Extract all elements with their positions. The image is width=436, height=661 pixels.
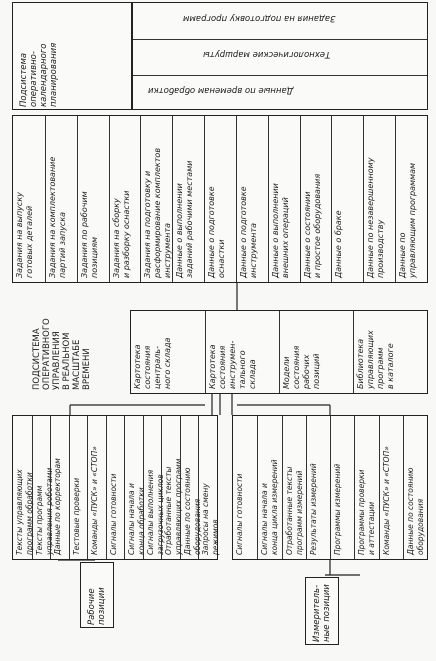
work-bus-label: Данные по состоянию оборудования — [182, 467, 202, 555]
core-db-label: Библиотека управляющих программ в каталоге — [356, 330, 395, 389]
upper-bus-cell — [236, 116, 269, 282]
upper-bus-label: Данные о состоянии и простое оборудования — [302, 173, 322, 278]
flow-row — [133, 39, 427, 76]
work-bus-label: Сигналы начала и конца обработки — [127, 483, 147, 555]
meas-bus-label: Данные по состоянию оборудования — [405, 467, 425, 555]
upper-bus-label: Данные о браке — [334, 210, 344, 278]
work-bus-label: Данные по корректорам — [53, 458, 63, 555]
upper-subsystem-box — [12, 2, 132, 110]
upper-bus-cell — [109, 116, 142, 282]
core-db-cell — [353, 311, 428, 393]
core-subsystem-title: ПОДСИСТЕМА ОПЕРАТИВНОГО УПРАВЛЕНИЯ В РЕАЛЬНОМ МАСШТАБЕ ВРЕМЕНИ — [32, 318, 92, 390]
work-bus-cell — [13, 416, 32, 559]
work-bus-cell — [180, 416, 200, 559]
meas-bus-label: Результаты измерений — [308, 463, 318, 555]
upper-bus-label: Задания на подготовку и расформирование комплектов инструмента — [143, 147, 173, 278]
upper-bus-cell — [395, 116, 428, 282]
meas-bus-cell — [403, 416, 428, 559]
flow-label: Технологические маршруты — [203, 49, 331, 59]
flow-row — [133, 75, 427, 111]
flow-label: Данные по временам обработки — [148, 85, 294, 95]
work-stations-label: Рабочие позиции — [87, 587, 107, 625]
upper-data-bus — [12, 115, 428, 283]
upper-bus-label: Данные о подготовке инструмента — [238, 186, 258, 278]
core-database-box — [130, 310, 428, 394]
upper-bus-label: Задания по рабочим позициям — [79, 191, 99, 278]
work-bus-label: Команды «ПУСК» и «СТОП» — [90, 446, 100, 555]
flow-row — [133, 3, 427, 40]
upper-bus-cell — [13, 116, 45, 282]
core-db-cell — [279, 311, 354, 393]
work-bus-label: Сигналы выполнения загрузочных циклов — [145, 469, 165, 555]
core-db-cell — [205, 311, 280, 393]
core-subsystem-box — [12, 310, 130, 394]
measurement-stations-box — [305, 577, 339, 645]
meas-bus-label: Команды «ПУСК» и «СТОП» — [381, 446, 391, 555]
work-bus-cell — [161, 416, 184, 559]
upper-bus-label: Задания на комплектование партий запуска — [47, 156, 67, 278]
upper-bus-label: Задания на выпуску готовых деталей — [15, 192, 34, 278]
upper-bus-cell — [300, 116, 333, 282]
meas-bus-label: Программы измерений — [333, 463, 342, 555]
meas-bus-cell — [257, 416, 282, 559]
upper-bus-label: Данные по управляющим программам — [398, 162, 418, 278]
measurement-station-bus — [232, 415, 428, 560]
upper-bus-cell — [77, 116, 110, 282]
work-stations-box — [80, 562, 114, 628]
upper-bus-label: Данные о подготовке оснастки — [207, 186, 227, 278]
upper-bus-label: Данные о выполнении заданий рабочими местами — [175, 160, 195, 278]
upper-bus-cell — [204, 116, 237, 282]
work-bus-cell — [32, 416, 52, 559]
meas-bus-label: Сигналы начала и конца цикла измерений — [260, 459, 280, 555]
upper-bus-cell — [45, 116, 78, 282]
work-bus-cell — [69, 416, 89, 559]
meas-bus-cell — [354, 416, 379, 559]
core-db-label: Картотека состояния централь- ного склада — [133, 337, 172, 389]
work-bus-cell — [124, 416, 147, 559]
work-bus-label: Тексты программ управления роботами — [34, 467, 54, 555]
work-bus-cell — [50, 416, 70, 559]
upper-bus-cell — [268, 116, 301, 282]
measurement-stations-label: Измеритель- ные позиции — [312, 584, 332, 642]
work-bus-label: Запросы на смену режимов — [201, 483, 221, 555]
work-bus-cell — [106, 416, 126, 559]
upper-bus-label: Данные о выполнении внешних операций — [270, 183, 290, 278]
meas-bus-cell — [330, 416, 355, 559]
meas-bus-cell — [306, 416, 331, 559]
meas-bus-cell — [233, 416, 257, 559]
upper-bus-label: Задания на сборку и разборку оснастки — [111, 190, 131, 278]
meas-bus-label: Программы проверки и аттестации — [357, 469, 377, 555]
work-bus-cell — [143, 416, 163, 559]
upper-bus-cell — [363, 116, 396, 282]
work-bus-cell — [87, 416, 107, 559]
upper-flows-box — [132, 2, 428, 110]
meas-bus-label: Отработанные тексты программ измерений — [284, 466, 304, 555]
work-bus-cell — [198, 416, 221, 559]
core-db-label: Модели состояния рабочих позиций — [282, 345, 321, 389]
work-station-bus — [12, 415, 221, 560]
upper-bus-cell — [140, 116, 173, 282]
core-db-cell — [131, 311, 205, 393]
flow-label: Задания на подготовку программ — [183, 13, 336, 23]
core-db-label: Картотека состояния инструмен- тального склада — [208, 340, 257, 389]
upper-bus-cell — [331, 116, 364, 282]
upper-bus-cell — [172, 116, 205, 282]
work-bus-label: Тексты управляющих программ обработки — [15, 469, 34, 555]
upper-subsystem-label: Подсистема оперативно- календарного планирования — [19, 42, 59, 107]
work-bus-label: Тестовые проверки — [71, 477, 81, 555]
work-bus-label: Отработанные тексты управляющих программ — [164, 458, 184, 555]
meas-bus-cell — [379, 416, 404, 559]
meas-bus-cell — [282, 416, 307, 559]
upper-bus-label: Данные по незавершенному производству — [366, 157, 386, 278]
meas-bus-label: Сигналы готовности — [235, 473, 244, 555]
work-bus-label: Сигналы готовности — [108, 473, 118, 555]
